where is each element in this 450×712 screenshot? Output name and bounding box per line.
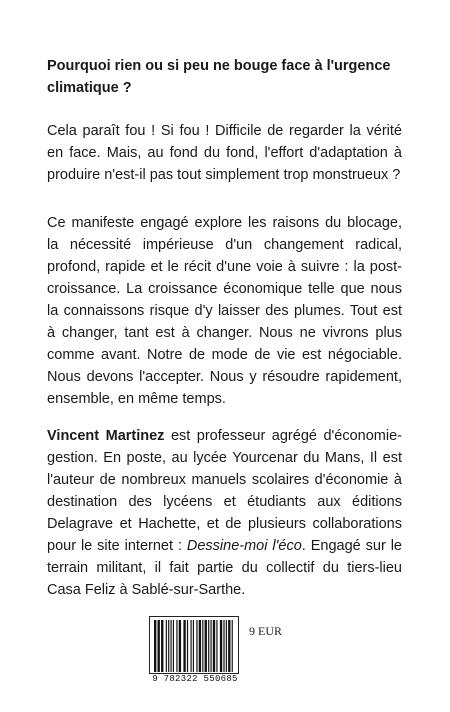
barcode-bar [196,620,197,672]
barcode-bar [168,620,169,672]
barcode-bar [190,620,191,672]
barcode-bar [166,620,167,672]
author-name: Vincent Martinez [47,428,165,444]
barcode-bar [210,620,211,672]
barcode-digits: 9 782322 550685 [152,674,238,684]
barcode-bar [208,620,209,672]
author-bio [47,425,402,601]
barcode-bar [187,620,188,672]
barcode-bar [232,620,233,672]
barcode-bar [161,620,163,672]
bio-text-2: . Engagé sur le terrain militant, il fait partie du collectif du tiers-lieu Casa Feliz à Sablé-sur-Sarthe. [47,538,402,598]
barcode-bar [170,620,171,672]
barcode-bars [153,620,235,672]
barcode-bar [193,620,194,672]
isbn-barcode [149,616,239,686]
barcode-bar [226,620,227,672]
barcode-bar [213,620,215,672]
price-label: 9 EUR [249,624,282,638]
barcode-bar [199,620,201,672]
barcode-frame [149,616,239,674]
barcode-bar [179,620,181,672]
barcode-bar [223,620,224,672]
barcode-bar [205,620,207,672]
barcode-bar [202,620,203,672]
barcode-bar [173,620,174,672]
website-name: Dessine-moi l'éco [186,538,302,554]
barcode-bar [220,620,222,672]
barcode-bar [154,620,156,672]
page-title: Pourquoi rien ou si peu ne bouge face à l'urgence climatique ? [47,58,391,96]
barcode-bar [216,620,217,672]
intro-paragraph: Cela paraît fou ! Si fou ! Difficile de regarder la vérité en face. Mais, au fond du fond, l'effort d'adaptation à produire n'est-il pas tout simplement trop monstrueux ? [47,123,402,183]
bio-text-1: est professeur agrégé d'économie-gestion. En poste, au lycée Yourcenar du Mans, Il est l'auteur de nombreux manuels scolaires d'économie à destination des lycéens et étudiants aux éditions Delagrave et Hachette, et de plusieurs collaborations pour le site internet : [47,428,402,554]
barcode-bar [228,620,230,672]
barcode-bar [176,620,177,672]
barcode-bar [183,620,185,672]
barcode-bar [158,620,160,672]
summary-paragraph: Ce manifeste engagé explore les raisons du blocage, la nécessité impérieuse d'un changement radical, profond, rapide et le récit d'une voie à suivre : la post-croissance. La croissance économique telle que nous la connaissons risque d'y laisser des plumes. Tout est à changer, tant est à changer. Nous ne vivrons plus comme avant. Notre de mode de vie est négociable. Nous devons l'accepter. Nous y résoudre rapidement, ensemble, en même temps. [47,215,402,407]
